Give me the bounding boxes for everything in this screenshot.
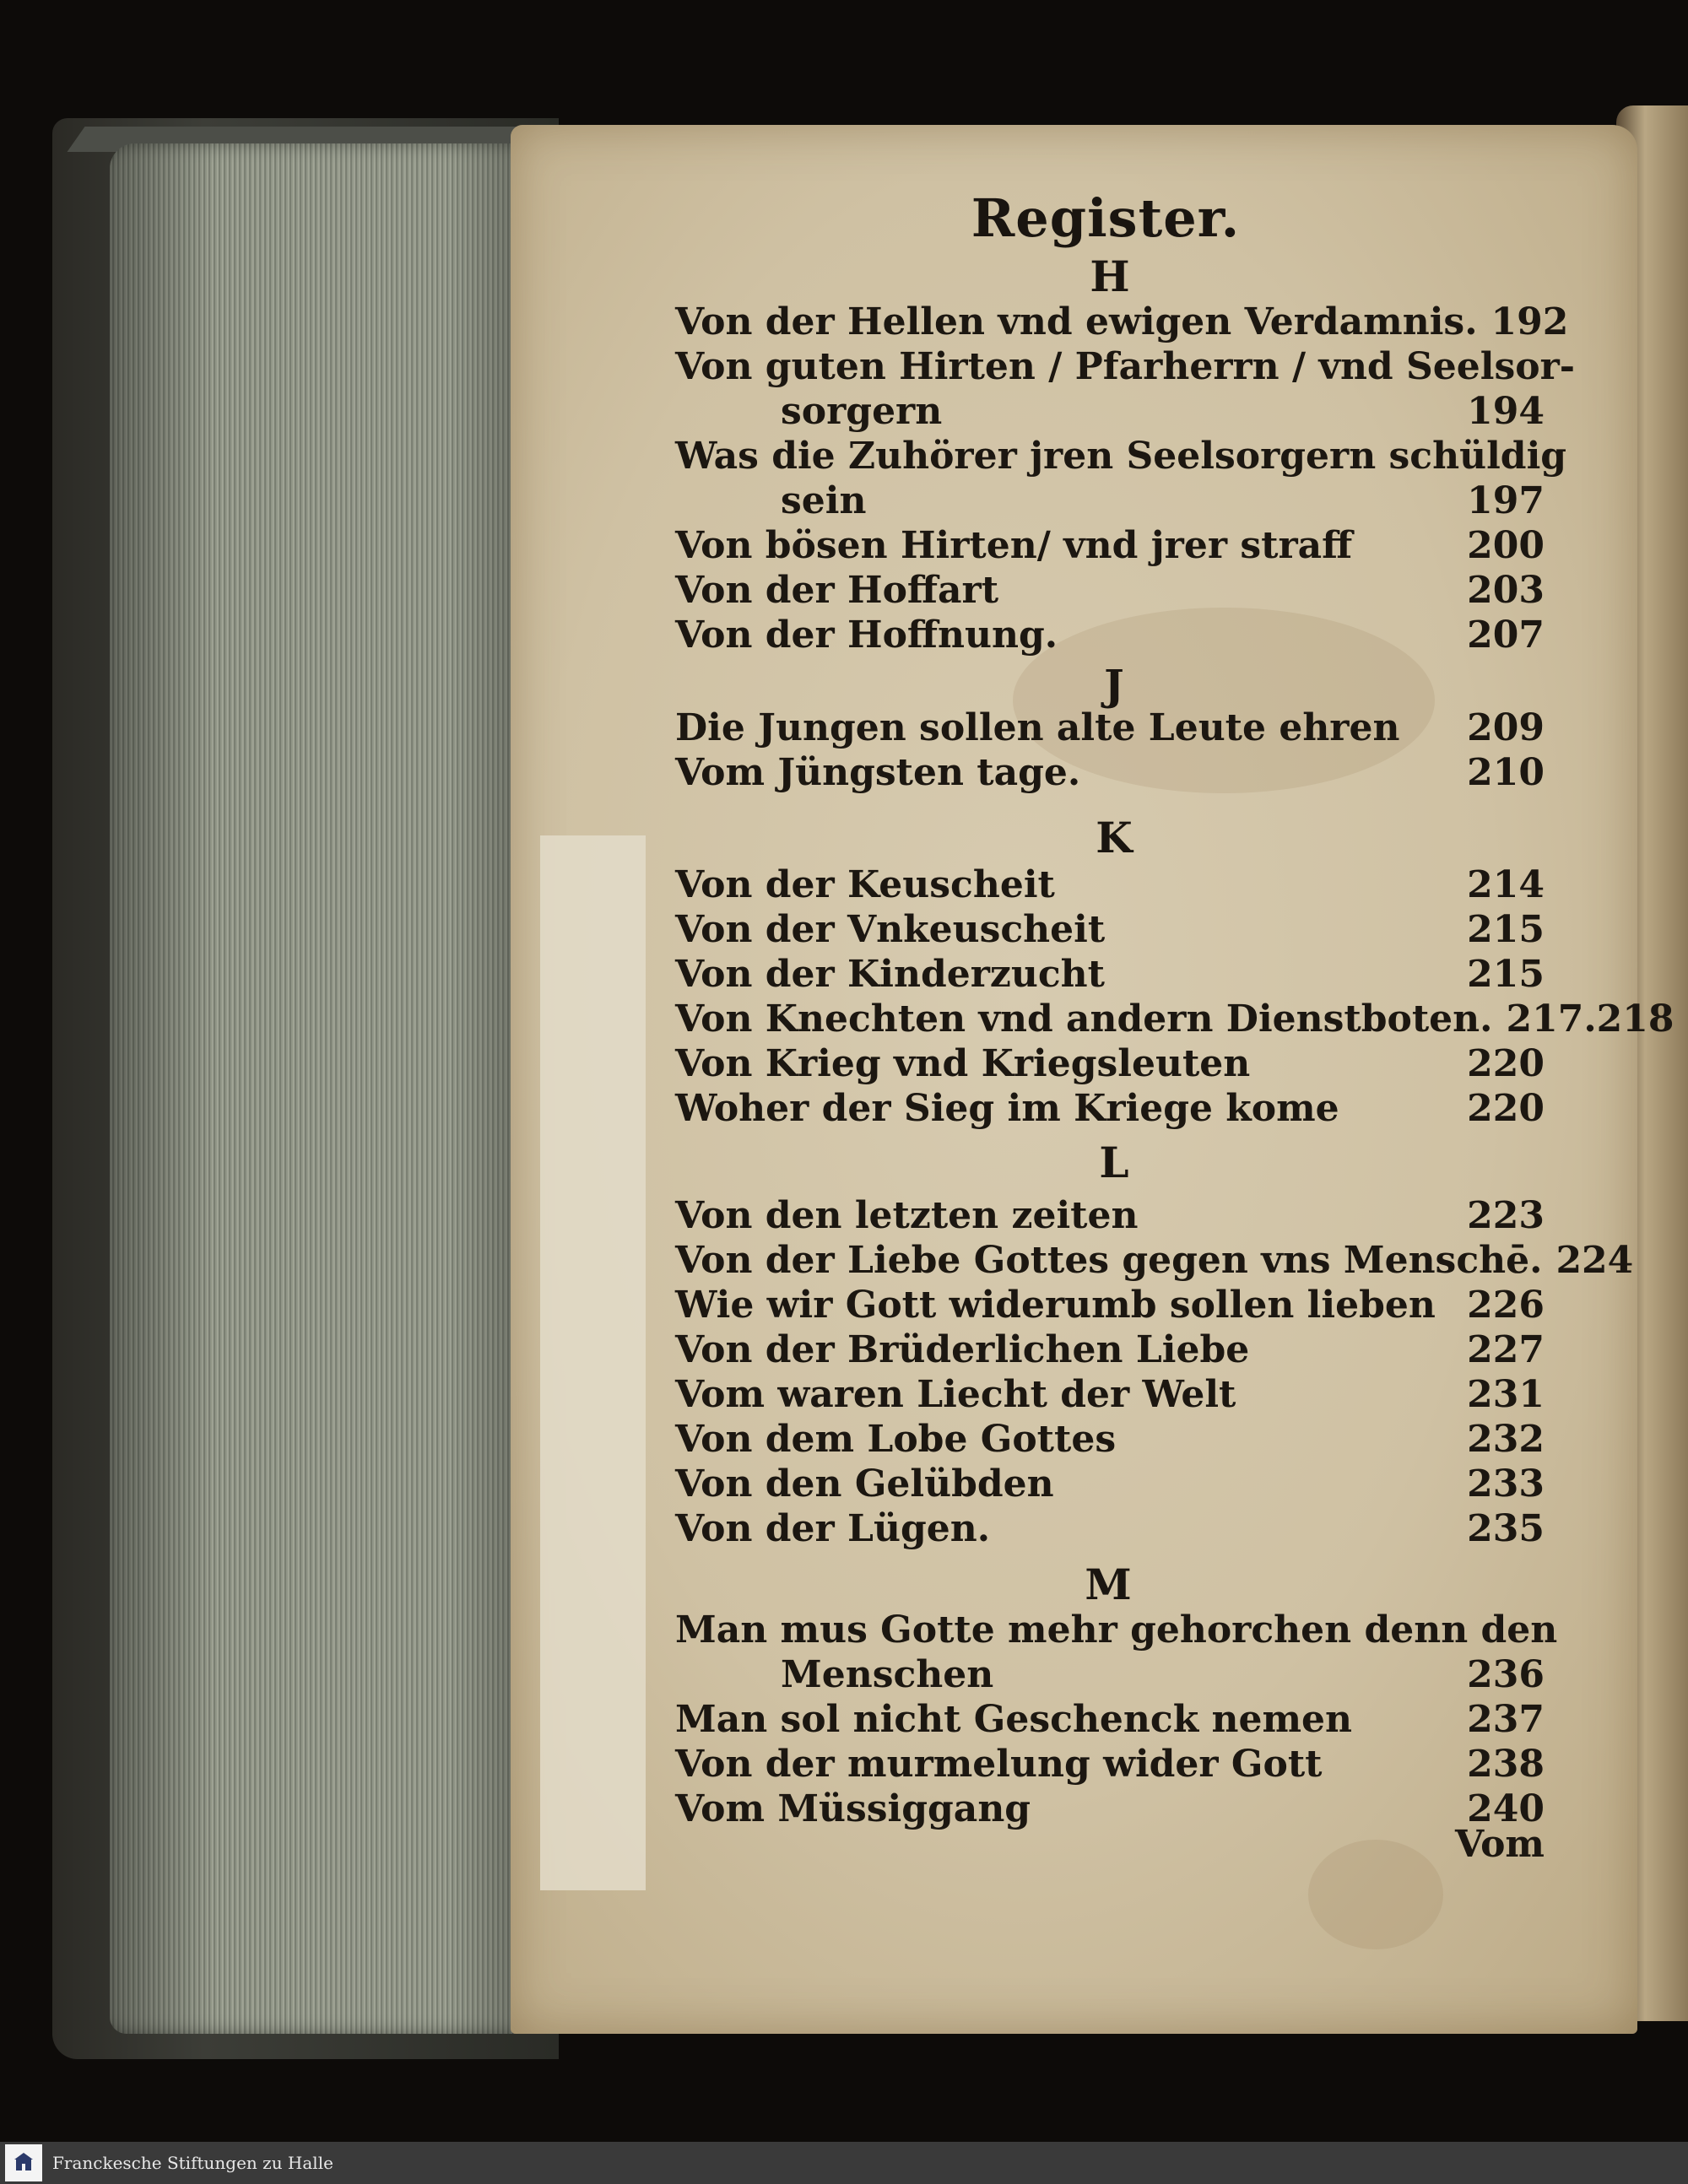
entry-text: Man sol nicht Geschenck nemen: [675, 1698, 1353, 1741]
entry-text: Von der Liebe Gottes gegen vns Menschē.: [675, 1239, 1543, 1282]
entry-page: 217.218: [1506, 997, 1674, 1041]
entry-text: Menschen: [781, 1653, 994, 1696]
entry-text: Von der Kinderzucht: [675, 953, 1105, 996]
entry-page: 220: [1467, 1087, 1545, 1130]
entry-text: Woher der Sieg im Kriege kome: [675, 1087, 1339, 1130]
entry-text: Man mus Gotte mehr gehorchen denn den: [675, 1608, 1558, 1652]
entry-page: 194: [1467, 390, 1545, 433]
index-entry: [781, 1652, 1545, 1698]
index-entry: [675, 1283, 1545, 1328]
index-entry: [675, 1506, 1545, 1552]
footer-bar: [0, 2142, 1688, 2184]
entry-text: Von der Lügen.: [675, 1507, 991, 1550]
entry-page: 224: [1555, 1239, 1634, 1282]
index-entry: [675, 1238, 1634, 1284]
entry-text: Von der Hellen vnd ewigen Verdamnis.: [675, 300, 1478, 343]
index-entry: [675, 750, 1545, 796]
entry-page: 220: [1467, 1042, 1545, 1085]
entry-page: 214: [1467, 863, 1545, 906]
index-entry: [675, 1086, 1545, 1132]
entry-page: 210: [1467, 751, 1545, 794]
entry-text: Von Knechten vnd andern Dienstboten.: [675, 997, 1493, 1041]
entry-text: Vom Jüngsten tage.: [675, 751, 1081, 794]
index-entry: [675, 1742, 1545, 1787]
entry-page: 207: [1467, 614, 1545, 657]
entry-page: 226: [1467, 1284, 1545, 1327]
entry-page: 227: [1467, 1328, 1545, 1371]
section-letter: H: [1090, 251, 1130, 301]
entry-text: Von bösen Hirten/ vnd jrer straff: [675, 524, 1353, 567]
entry-page: 223: [1467, 1194, 1545, 1237]
index-entry: [675, 907, 1545, 953]
entry-text: Von Krieg vnd Kriegsleuten: [675, 1042, 1251, 1085]
entry-text: Von der murmelung wider Gott: [675, 1743, 1323, 1786]
entry-text: Von den Gelübden: [675, 1462, 1054, 1506]
page-stain: [1308, 1840, 1443, 1949]
index-entry: [781, 478, 1545, 524]
entry-text: Von guten Hirten / Pfarherrn / vnd Seelsor-: [675, 345, 1576, 388]
footer-institution: Franckesche Stiftungen zu Halle: [52, 2153, 333, 2173]
index-entry: [675, 300, 1569, 345]
entry-text: Von der Vnkeuscheit: [675, 908, 1106, 951]
entry-page: 200: [1467, 524, 1545, 567]
entry-page: 240: [1467, 1787, 1545, 1830]
index-entry: [675, 705, 1545, 751]
index-entry: [675, 1697, 1545, 1743]
index-entry: [675, 568, 1545, 614]
index-entry: [675, 952, 1545, 997]
entry-text: Von dem Lobe Gottes: [675, 1418, 1117, 1461]
entry-page: 215: [1467, 908, 1545, 951]
index-entry: [675, 1608, 1558, 1653]
index-entry: [675, 1193, 1545, 1239]
section-letter: M: [1085, 1560, 1132, 1609]
index-entry: [675, 344, 1576, 390]
index-entry: [781, 389, 1545, 435]
index-entry: [675, 434, 1567, 479]
index-entry: [675, 1787, 1545, 1832]
entry-text: Von der Hoffart: [675, 569, 999, 612]
entry-page: 238: [1467, 1743, 1545, 1786]
entry-text: sorgern: [781, 390, 943, 433]
entry-page: 233: [1467, 1462, 1545, 1506]
index-entry: [675, 1462, 1545, 1507]
page-margin-light: [540, 835, 646, 1890]
catchword: Vom: [1454, 1823, 1545, 1866]
index-entry: [675, 997, 1674, 1042]
section-letter: J: [1104, 660, 1124, 710]
index-entry: [675, 613, 1545, 658]
index-entry: [675, 1041, 1545, 1087]
entry-page: 192: [1491, 300, 1569, 343]
entry-text: Die Jungen sollen alte Leute ehren: [675, 706, 1400, 749]
entry-page: 237: [1467, 1698, 1545, 1741]
index-entry: [675, 1372, 1545, 1418]
entry-page: 235: [1467, 1507, 1545, 1550]
index-entry: [675, 862, 1545, 908]
entry-page: 203: [1467, 569, 1545, 612]
entry-page: 236: [1467, 1653, 1545, 1696]
section-letter: L: [1099, 1138, 1129, 1187]
entry-text: Wie wir Gott widerumb sollen lieben: [675, 1284, 1436, 1327]
page-title: Register.: [971, 187, 1241, 249]
entry-page: 232: [1467, 1418, 1545, 1461]
index-entry: [675, 1417, 1545, 1462]
entry-page: 215: [1467, 953, 1545, 996]
section-letter: K: [1096, 813, 1133, 862]
entry-page: 209: [1467, 706, 1545, 749]
index-entry: [675, 523, 1545, 569]
entry-text: Von der Brüderlichen Liebe: [675, 1328, 1250, 1371]
institution-logo-icon: [5, 2144, 42, 2181]
entry-text: Vom Müssiggang: [675, 1787, 1031, 1830]
index-entry: [675, 1327, 1545, 1373]
entry-page: 197: [1467, 479, 1545, 522]
entry-text: Von der Keuscheit: [675, 863, 1055, 906]
page-edges: [110, 143, 532, 2034]
entry-text: Was die Zuhörer jren Seelsorgern schüldig: [675, 435, 1567, 478]
entry-text: sein: [781, 479, 867, 522]
entry-text: Vom waren Liecht der Welt: [675, 1373, 1236, 1416]
entry-page: 231: [1467, 1373, 1545, 1416]
entry-text: Von den letzten zeiten: [675, 1194, 1139, 1237]
entry-text: Von der Hoffnung.: [675, 614, 1058, 657]
